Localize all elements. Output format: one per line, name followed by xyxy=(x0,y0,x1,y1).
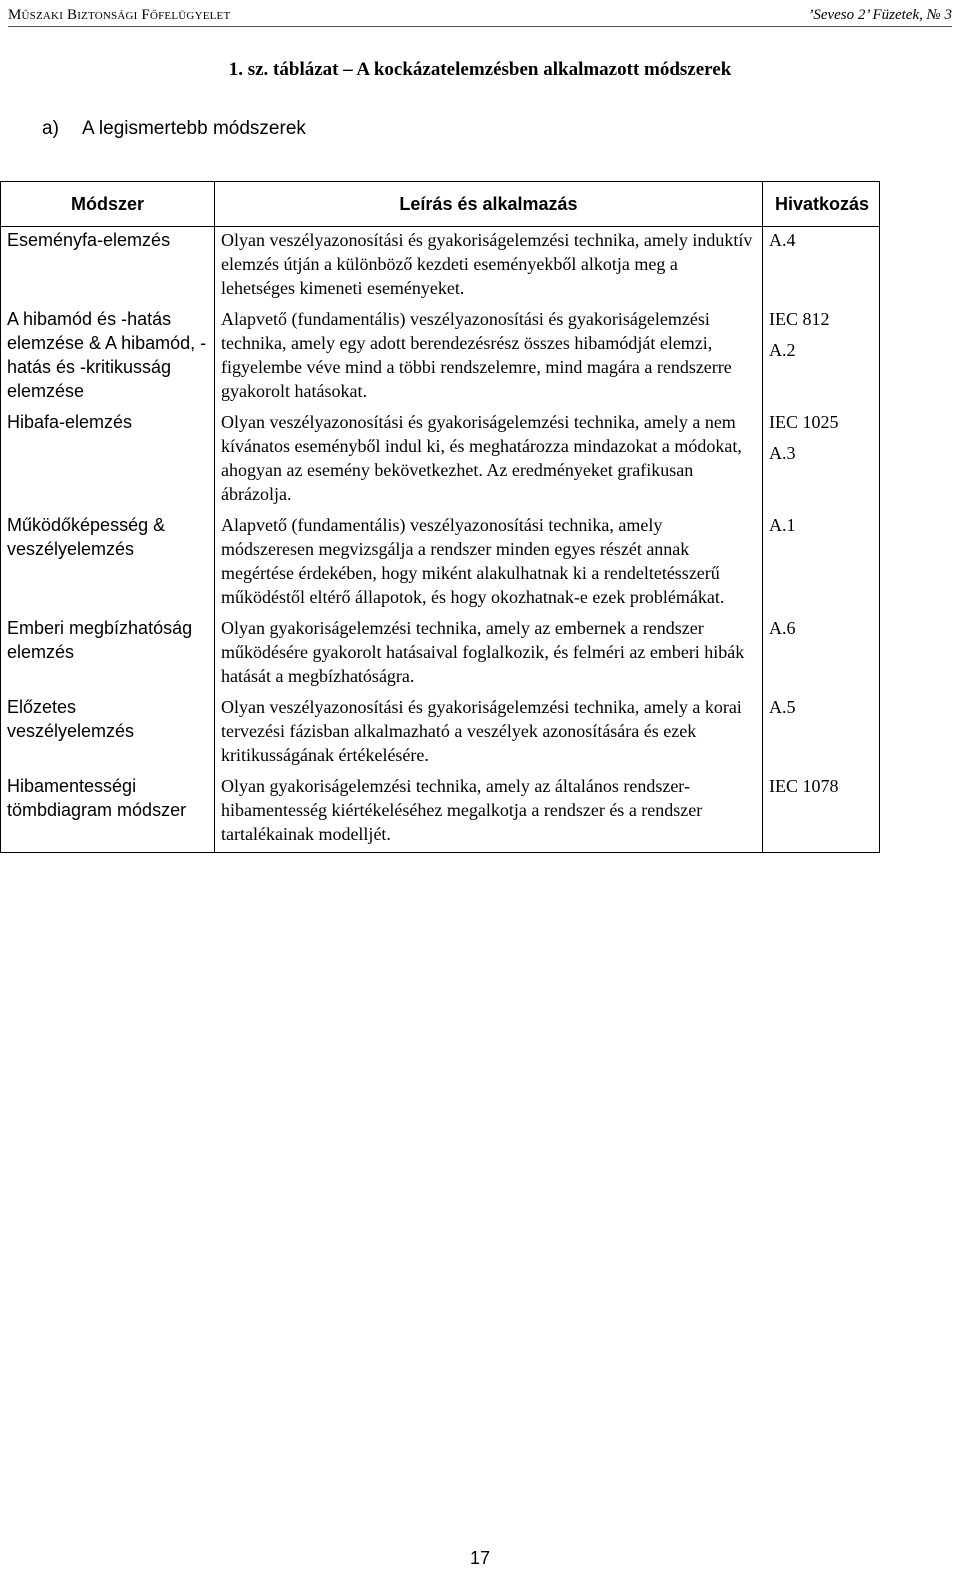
method-description: Olyan veszélyazonosítási és gyakoriságelemzési technika, amely induktív elemzés útján a különböző kezdeti eseményekből alkotja meg a lehetséges kimeneti eseményeket. xyxy=(215,227,763,307)
page-number: 17 xyxy=(469,1548,491,1568)
method-name: Hibamentességi tömbdiagram módszer xyxy=(1,773,215,853)
column-header-method: Módszer xyxy=(1,182,215,227)
method-name: Működőképesség & veszélyelemzés xyxy=(1,512,215,615)
reference-code: A.5 xyxy=(769,697,796,717)
method-name: Emberi megbízhatóság elemzés xyxy=(1,615,215,694)
reference-code: A.1 xyxy=(769,515,796,535)
methods-table xyxy=(0,181,880,853)
table-row xyxy=(1,512,880,615)
method-description: Alapvető (fundamentális) veszélyazonosítási és gyakoriságelemzési technika, amely egy adott berendezésrész összes hibamódját elemzi, figyelembe véve mind a többi rendszelemre, mind magára a rendszerre gyakorolt hatásokat. xyxy=(215,306,763,409)
table-row xyxy=(1,409,880,512)
method-description: Alapvető (fundamentális) veszélyazonosítási technika, amely módszeresen megvizsgálja a rendszer minden egyes részét annak megértése érdekében, hogy miként alakulhatnak ki a rendeltetésszerű működéstől eltérő állapotok, és hogy okozhatnak-e ezek problémákat. xyxy=(215,512,763,615)
table-row xyxy=(1,615,880,694)
column-header-reference: Hivatkozás xyxy=(763,182,880,227)
page-header xyxy=(8,0,952,27)
method-references xyxy=(763,694,880,773)
reference-code: A.6 xyxy=(769,618,796,638)
method-references xyxy=(763,409,880,512)
method-references xyxy=(763,227,880,307)
method-description: Olyan gyakoriságelemzési technika, amely az általános rendszer-hibamentesség kiértékeléséhez megalkotja a rendszer és a rendszer tartalékainak modelljét. xyxy=(215,773,763,853)
method-references xyxy=(763,773,880,853)
table-header-row xyxy=(1,182,880,227)
table-row xyxy=(1,773,880,853)
method-name: Előzetes veszélyelemzés xyxy=(1,694,215,773)
method-name: A hibamód és -hatás elemzése & A hibamód, -hatás és -kritikusság elemzése xyxy=(1,306,215,409)
subtitle-text: A legismertebb módszerek xyxy=(82,118,306,139)
reference-code: A.2 xyxy=(769,340,796,360)
header-organization: Műszaki Biztonsági Főfelügyelet xyxy=(8,7,231,23)
method-description: Olyan gyakoriságelemzési technika, amely az embernek a rendszer működésére gyakorolt hatásaival foglalkozik, és felméri az emberi hibák hatását a megbízhatóságra. xyxy=(215,615,763,694)
table-row xyxy=(1,306,880,409)
method-name: Eseményfa-elemzés xyxy=(1,227,215,307)
method-references xyxy=(763,615,880,694)
method-description: Olyan veszélyazonosítási és gyakoriságelemzési technika, amely a nem kívánatos eseményből indul ki, és meghatározza mindazokat a módokat, ahogyan az esemény bekövetkezhet. Az eredményeket grafikusan ábrázolja. xyxy=(215,409,763,512)
reference-code: IEC 1078 xyxy=(769,776,839,796)
table-row xyxy=(1,694,880,773)
table-row xyxy=(1,227,880,307)
method-references xyxy=(763,512,880,615)
method-references xyxy=(763,306,880,409)
method-description: Olyan veszélyazonosítási és gyakoriságelemzési technika, amely a korai tervezési fázisban alkalmazható a veszélyek azonosítására és ezek kritikusságának értékelésére. xyxy=(215,694,763,773)
method-name: Hibafa-elemzés xyxy=(1,409,215,512)
header-series: ’Seveso 2’ Füzetek, № 3 xyxy=(808,7,952,23)
reference-code: A.4 xyxy=(769,230,796,250)
table-title: 1. sz. táblázat – A kockázatelemzésben alkalmazott módszerek xyxy=(228,59,732,80)
column-header-description: Leírás és alkalmazás xyxy=(215,182,763,227)
reference-code: A.3 xyxy=(769,443,796,463)
reference-code: IEC 812 xyxy=(769,309,830,329)
subtitle-marker: a) xyxy=(42,118,59,139)
section-subtitle xyxy=(42,118,306,140)
reference-code: IEC 1025 xyxy=(769,412,839,432)
